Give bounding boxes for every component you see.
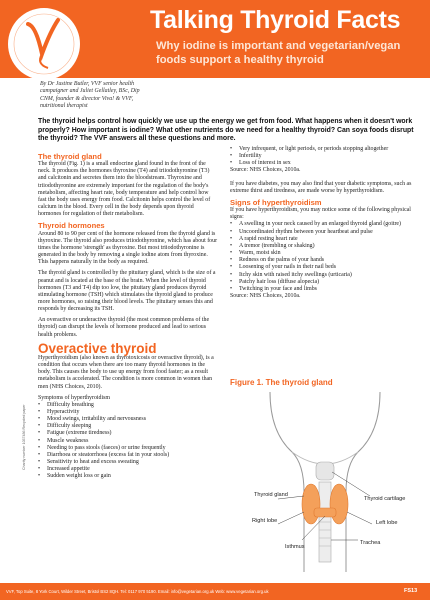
authors-credit: By Dr Justine Butler, VVF senior health campaigner and Juliet Gellatley, BSc, Dip CNM, founder & director Viva! & VVF, nutritional therapist <box>40 81 140 110</box>
label-thyroid-cartilage: Thyroid cartilage <box>364 496 406 502</box>
list-item: • Patchy hair loss (diffuse alopecia) <box>230 279 416 286</box>
label-trachea: Trachea <box>360 540 381 546</box>
vvf-logo <box>6 6 82 82</box>
paragraph-hormones-1: Around 80 to 90 per cent of the hormone released from the thyroid gland is thyroxine. The thyroid also produces triiodothyronine, which has about four times the hormone 'strength' as thyroxine. But most triiodothyronine is generated in the body by removing a single iodine atom from thyroxine. This happens naturally in the body as required. <box>38 230 218 266</box>
list-item: • Increased appetite <box>38 466 218 473</box>
symptoms-intro: Symptoms of hyperthyroidism <box>38 394 110 401</box>
list-item: • A tremor (trembling or shaking) <box>230 243 416 250</box>
list-item: • A rapid resting heart rate <box>230 236 416 243</box>
logo-emblem-icon <box>6 6 82 82</box>
list-item: • Muscle weakness <box>38 438 218 445</box>
list-item: • Uncoordinated rhythm between your heartbeat and pulse <box>230 229 416 236</box>
list-item: • Mood swings, irritability and nervousness <box>38 416 218 423</box>
page-title: Talking Thyroid Facts <box>150 6 401 34</box>
list-item: • Twitching in your face and limbs <box>230 286 416 293</box>
list-item: • Diarrhoea or steatorrhoea (excess fat in your stools) <box>38 452 218 459</box>
heading-thyroid-gland: The thyroid gland <box>38 152 102 161</box>
paragraph-overactive: Hyperthyroidism (also known as thyrotoxicosis or overactive thyroid), is a condition that occurs when there are too many thyroid hormones in the body. This causes the body to use up energy from food faster; as a result metabolism is accelerated. The condition is more common in women than men (NHS Choices, 2010). <box>38 354 214 390</box>
symptoms-continued-list <box>230 146 416 167</box>
source-note-1: Source: NHS Choices, 2010a. <box>230 167 301 174</box>
list-item: • Difficulty sleeping <box>38 423 218 430</box>
label-left-lobe: Left lobe <box>376 520 398 526</box>
label-right-lobe: Right lobe <box>252 518 278 524</box>
list-item: • Loss of interest in sex <box>230 160 416 167</box>
page-subtitle: Why iodine is important and vegetarian/vegan foods support a healthy thyroid <box>156 40 401 66</box>
charity-side-note: Charity number 1037486 Recycled paper <box>22 404 26 470</box>
left-column <box>38 150 218 481</box>
list-item: • Sensitivity to heat and excess sweating <box>38 459 218 466</box>
footer-address: VVF, Top Suite, 8 York Court, Wilder Street, Bristol BS2 8QH. Tel: 0117 970 5190. Email: info@vegetarian.org.uk Web: www.vegetarian.org.uk <box>6 589 269 594</box>
list-item: • Very infrequent, or light periods, or periods stopping altogether <box>230 146 416 153</box>
list-item: • Redness on the palms of your hands <box>230 257 416 264</box>
paragraph-hormones-2: The thyroid gland is controlled by the pituitary gland, which is the size of a peanut and is located at the base of the brain. When the level of thyroid hormones (T3 and T4) dip too low, the pituitary gland produces thyroid stimulating hormone (TSH) which stimulates the thyroid gland to produce more hormones, so raising their blood levels. The pituitary senses this and responds by decreasing its TSH. <box>38 270 216 313</box>
right-column <box>230 146 416 304</box>
list-item: • Sudden weight loss or gain <box>38 473 218 480</box>
paragraph-gland: The thyroid (Fig. 1) is a small endocrine gland found in the front of the neck. It produces the hormones thyroxine (T4) and triiodothyronine (T3) and calcitonin and secretes them into the bloodstream. Thyroxine and triiodothyronine are extremely important for the regulation of the body's metabolism, affecting heart rate, body temperature and help control how fast the body uses energy from food. Calcitonin helps control the level of calcium in the blood. Every cell in the body depends upon thyroid hormones for regulation of their metabolism. <box>38 161 211 218</box>
symptoms-list <box>38 402 218 481</box>
thyroid-illustration-icon <box>230 392 419 572</box>
list-item: • Warm, moist skin <box>230 250 416 257</box>
intro-paragraph: The thyroid helps control how quickly we use up the energy we get from food. What happens when it doesn't work properly? How important is iodine? What other nutrients do we need for a healthy thyroid? Can soya foods disrupt the thyroid? The VVF answers all these questions and more. <box>38 118 414 143</box>
heading-signs: Signs of hyperthyroidism <box>230 197 322 207</box>
list-item: • Fatigue (extreme tiredness) <box>38 430 218 437</box>
list-item: • A swelling in your neck caused by an enlarged thyroid gland (goitre) <box>230 221 416 228</box>
label-thyroid-gland: Thyroid gland <box>254 492 288 498</box>
paragraph-hormones-3: An overactive or underactive thyroid (the most common problems of the thyroid) can disrupt the levels of hormone produced and lead to serious health problems. <box>38 317 210 338</box>
heading-thyroid-hormones: Thyroid hormones <box>38 221 105 231</box>
signs-list <box>230 221 416 293</box>
signs-intro: If you have hyperthyroidism, you may notice some of the following physical signs: <box>230 207 411 221</box>
paragraph-diabetes: If you have diabetes, you may also find that your diabetic symptoms, such as extreme thirst and tiredness, are made worse by hyperthyroidism. <box>230 180 412 194</box>
list-item: • Loosening of your nails in their nail beds <box>230 264 416 271</box>
page-code: FS13 <box>404 588 418 594</box>
label-isthmus: Isthmus <box>285 544 305 550</box>
figure-title: Figure 1. The thyroid gland <box>230 378 333 387</box>
list-item: • Infertility <box>230 153 416 160</box>
list-item: • Needing to pass stools (faeces) or urine frequently <box>38 445 218 452</box>
list-item: • Itchy skin with raised itchy swellings (urticaria) <box>230 272 416 279</box>
thyroid-figure <box>230 392 419 572</box>
list-item: • Hyperactivity <box>38 409 218 416</box>
source-note-2: Source: NHS Choices, 2010a. <box>230 292 301 299</box>
heading-overactive-thyroid: Overactive thyroid <box>38 340 157 356</box>
list-item: • Difficulty breathing <box>38 402 218 409</box>
